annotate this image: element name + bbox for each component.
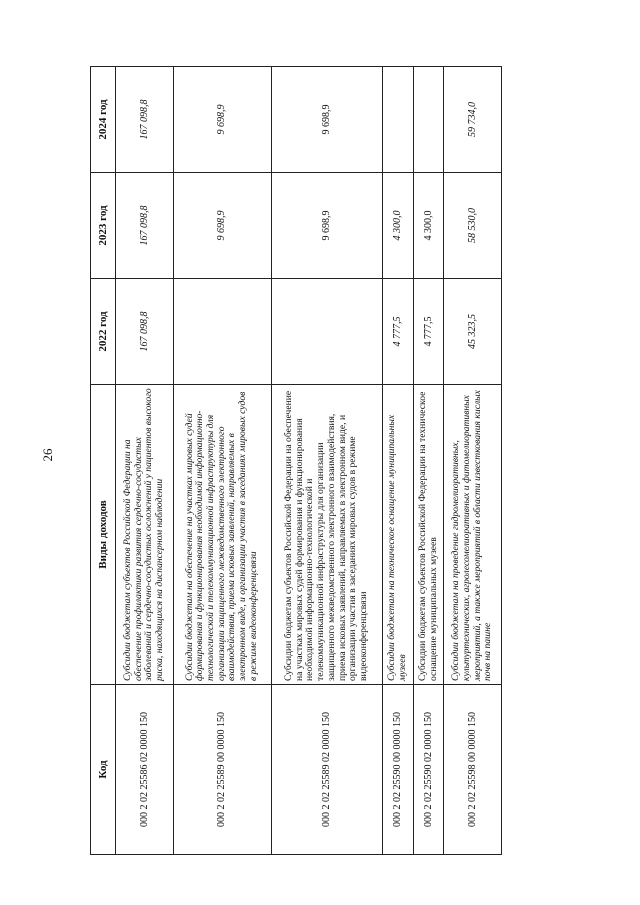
row-2022: 45 323,5: [444, 279, 502, 385]
header-code: Код: [91, 685, 116, 855]
row-code: 000 2 02 25589 02 0000 150: [271, 685, 382, 855]
table-row: [173, 67, 271, 855]
row-code: 000 2 02 25590 02 0000 150: [413, 685, 444, 855]
row-2024: 167 098,8: [116, 67, 174, 173]
row-desc: Субсидии бюджетам субъектов Российской Федерации на обеспечение на участках мировых судей формирования и функционирования необходимой информационно-технологической и телекоммуникационной инфраструктуры для организации защищенного межведомственного электронного взаимодействия, приема исковых заявлений, направляемых в электронном виде, и организации участия в заседаниях мировых судов в режиме видеоконференцсвязи: [271, 385, 382, 685]
row-2023: 4 300,0: [383, 173, 414, 279]
row-code: 000 2 02 25590 00 0000 150: [383, 685, 414, 855]
row-code: 000 2 02 25589 00 0000 150: [173, 685, 271, 855]
row-2024: [413, 67, 444, 173]
row-2024: 9 698,9: [271, 67, 382, 173]
row-2023: 167 098,8: [116, 173, 174, 279]
page-number: 26: [40, 448, 55, 462]
table-row: [413, 67, 444, 855]
row-code: 000 2 02 25586 02 0000 150: [116, 685, 174, 855]
row-code: 000 2 02 25598 00 0000 150: [444, 685, 502, 855]
row-2023: 4 300,0: [413, 173, 444, 279]
revenue-table: [90, 66, 502, 855]
row-desc: Субсидии бюджетам субъектов Российской Федерации на обеспечение профилактики развития сердечно-сосудистых заболеваний и сердечно-сосудистых осложнений у пациентов высокого риска, находящихся на диспансерном наблюдении: [116, 385, 174, 685]
row-desc: Субсидии бюджетам на проведение гидромелиоративных, культуртехнических, агролесомелиоративных и фитомелиоративных мероприятий, а также мероприятий в области известкования кислых почв на пашне: [444, 385, 502, 685]
header-2024: 2024 год: [91, 67, 116, 173]
row-2022: [173, 279, 271, 385]
row-2022: 4 777,5: [413, 279, 444, 385]
row-2022: [271, 279, 382, 385]
table-row: [383, 67, 414, 855]
table-row: [116, 67, 174, 855]
row-desc: Субсидии бюджетам на обеспечение на участках мировых судей формирования и функционирования необходимой информационно-технологической и телекоммуникационной инфраструктуры для организации защищенного межведомственного электронного взаимодействия, приема исковых заявлений, направляемых в электронном виде, и организации участия в заседаниях мировых судов в режиме видеоконференцсвязи: [173, 385, 271, 685]
row-2022: 4 777,5: [383, 279, 414, 385]
header-2022: 2022 год: [91, 279, 116, 385]
header-desc: Виды доходов: [91, 385, 116, 685]
table-row: [271, 67, 382, 855]
table-row: [444, 67, 502, 855]
header-2023: 2023 год: [91, 173, 116, 279]
row-2024: 59 734,0: [444, 67, 502, 173]
table-header-row: [91, 67, 116, 855]
rotated-table-wrapper: [90, 67, 502, 855]
row-2023: 9 698,9: [173, 173, 271, 279]
row-2023: 58 530,0: [444, 173, 502, 279]
row-2024: 9 698,9: [173, 67, 271, 173]
row-2024: [383, 67, 414, 173]
row-desc: Субсидии бюджетам на техническое оснащение муниципальных музеев: [383, 385, 414, 685]
row-2023: 9 698,9: [271, 173, 382, 279]
row-2022: 167 098,8: [116, 279, 174, 385]
row-desc: Субсидии бюджетам субъектов Российской Федерации на техническое оснащение муниципальных музеев: [413, 385, 444, 685]
